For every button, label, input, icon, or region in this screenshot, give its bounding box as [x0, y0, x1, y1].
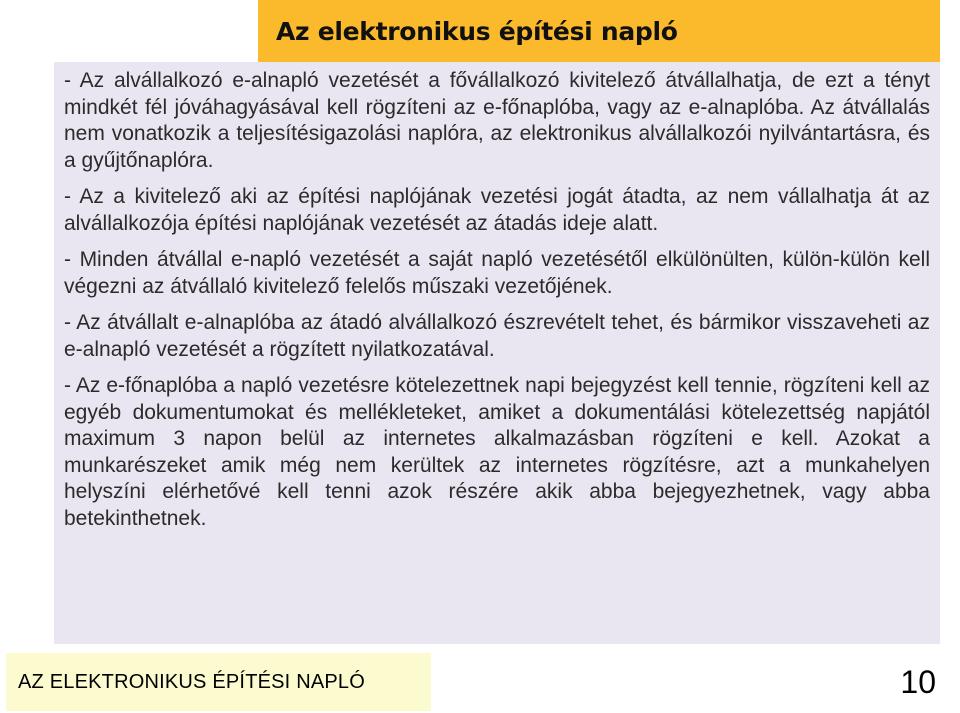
paragraph-4: - Az átvállalt e-alnaplóba az átadó alvállalkozó észrevételt tehet, és bármikor visszaveheti az e-alnapló vezetését a rögzített nyilatkozatával. — [64, 311, 930, 361]
paragraph-1: - Az alvállalkozó e-alnapló vezetését a fővállalkozó kivitelező átvállalhatja, de ezt a tényt mindkét fél jóváhagyásával kell rögzíteni az e-főnaplóba, vagy az e-alnaplóba. Az átvállalás nem vonatkozik a teljesítésigazolási naplóra, az elektronikus alvállalkozói nyilvántartásra, és a gyűjtőnaplóra. — [64, 69, 930, 172]
paragraph-3: - Minden átvállal e-napló vezetését a saját napló vezetésétől elkülönülten, külön-külön kell végezni az átvállaló kivitelező felelős műszaki vezetőjének. — [64, 248, 930, 298]
page-title: Az elektronikus építési napló — [276, 16, 678, 46]
title-bar — [258, 0, 940, 62]
paragraph-5: - Az e-főnaplóba a napló vezetésre kötelezettnek napi bejegyzést kell tennie, rögzíteni kell az egyéb dokumentumokat és mellékleteket, amiket a dokumentálási kötelezettség napjától maximum 3 napon belül az internetes alkalmazásban rögzíteni e kell. Azokat a munkarészeket amik még nem kerültek az internetes rögzítésre, azt a munkahelyen helyszíni elérhetővé kell tenni azok részére akik abba bejegyezhetnek, vagy abba betekinthetnek. — [64, 374, 930, 530]
footer-label: AZ ELEKTRONIKUS ÉPÍTÉSI NAPLÓ — [18, 670, 366, 693]
content-body — [64, 68, 930, 542]
footer-label-box — [6, 653, 431, 711]
page-number: 10 — [900, 664, 936, 700]
paragraph-2: - Az a kivitelező aki az építési naplójának vezetési jogát átadta, az nem vállalhatja át az alvállalkozója építési naplójának vezetését az átadás ideje alatt. — [64, 185, 930, 235]
